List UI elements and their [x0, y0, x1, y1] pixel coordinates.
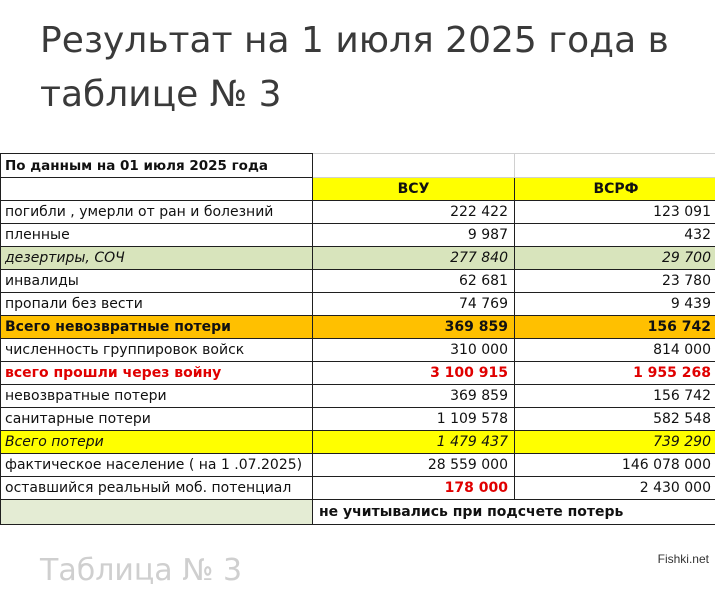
column-header-vsu: ВСУ: [313, 178, 515, 201]
vsu-value: 369 859: [313, 385, 515, 408]
table-row-total: [1, 431, 715, 454]
row-label: невозвратные потери: [1, 385, 313, 408]
row-label: пропали без вести: [1, 293, 313, 316]
table-row: [1, 477, 715, 500]
vsrf-value: 156 742: [515, 385, 715, 408]
table-row: [1, 408, 715, 431]
table-row-total: [1, 316, 715, 339]
row-label: погибли , умерли от ран и болезний: [1, 201, 313, 224]
vsrf-value: 2 430 000: [515, 477, 715, 500]
footer-note: не учитывались при подсчете потерь: [313, 500, 715, 525]
vsu-value: 277 840: [313, 247, 515, 270]
row-label: пленные: [1, 224, 313, 247]
vsu-value: 1 109 578: [313, 408, 515, 431]
vsu-value: 178 000: [313, 477, 515, 500]
watermark-logo: Fishki.net: [656, 552, 711, 566]
next-section-heading: Таблица № 3: [40, 553, 242, 589]
vsrf-value: 9 439: [515, 293, 715, 316]
table-row: [1, 454, 715, 477]
vsrf-value: 29 700: [515, 247, 715, 270]
vsrf-value: 146 078 000: [515, 454, 715, 477]
vsu-value: 28 559 000: [313, 454, 515, 477]
row-label: инвалиды: [1, 270, 313, 293]
row-label: санитарные потери: [1, 408, 313, 431]
vsu-value: 74 769: [313, 293, 515, 316]
row-label: всего прошли через войну: [1, 362, 313, 385]
empty-cell: [515, 154, 715, 178]
row-label: фактическое население ( на 1 .07.2025): [1, 454, 313, 477]
vsrf-value: 123 091: [515, 201, 715, 224]
vsu-value: 9 987: [313, 224, 515, 247]
table-row-highlight: [1, 362, 715, 385]
vsrf-value: 1 955 268: [515, 362, 715, 385]
losses-table: [0, 153, 715, 525]
table-row: [1, 270, 715, 293]
empty-header-cell: [1, 178, 313, 201]
vsu-value: 62 681: [313, 270, 515, 293]
table-row: [1, 201, 715, 224]
vsrf-value: 739 290: [515, 431, 715, 454]
table-row: [1, 224, 715, 247]
page-heading: Результат на 1 июля 2025 года в таблице № 3: [40, 14, 680, 122]
vsu-value: 369 859: [313, 316, 515, 339]
row-label: Всего невозвратные потери: [1, 316, 313, 339]
vsu-value: 222 422: [313, 201, 515, 224]
row-label: дезертиры, СОЧ: [1, 247, 313, 270]
vsu-value: 310 000: [313, 339, 515, 362]
table-row: [1, 385, 715, 408]
row-label: Всего потери: [1, 431, 313, 454]
empty-cell: [313, 154, 515, 178]
vsu-value: 1 479 437: [313, 431, 515, 454]
table-row: [1, 293, 715, 316]
table-row: [1, 339, 715, 362]
vsrf-value: 432: [515, 224, 715, 247]
table-row: [1, 247, 715, 270]
row-label: оставшийся реальный моб. потенциал: [1, 477, 313, 500]
vsrf-value: 814 000: [515, 339, 715, 362]
vsrf-value: 582 548: [515, 408, 715, 431]
vsu-value: 3 100 915: [313, 362, 515, 385]
empty-cell: [1, 500, 313, 525]
table-header-row: [1, 178, 715, 201]
row-label: численность группировок войск: [1, 339, 313, 362]
vsrf-value: 156 742: [515, 316, 715, 339]
table-caption: По данным на 01 июля 2025 года: [1, 154, 313, 178]
table-footer-row: [1, 500, 715, 525]
column-header-vsrf: ВСРФ: [515, 178, 715, 201]
losses-table-container: [0, 153, 715, 525]
table-caption-row: [1, 154, 715, 178]
vsrf-value: 23 780: [515, 270, 715, 293]
